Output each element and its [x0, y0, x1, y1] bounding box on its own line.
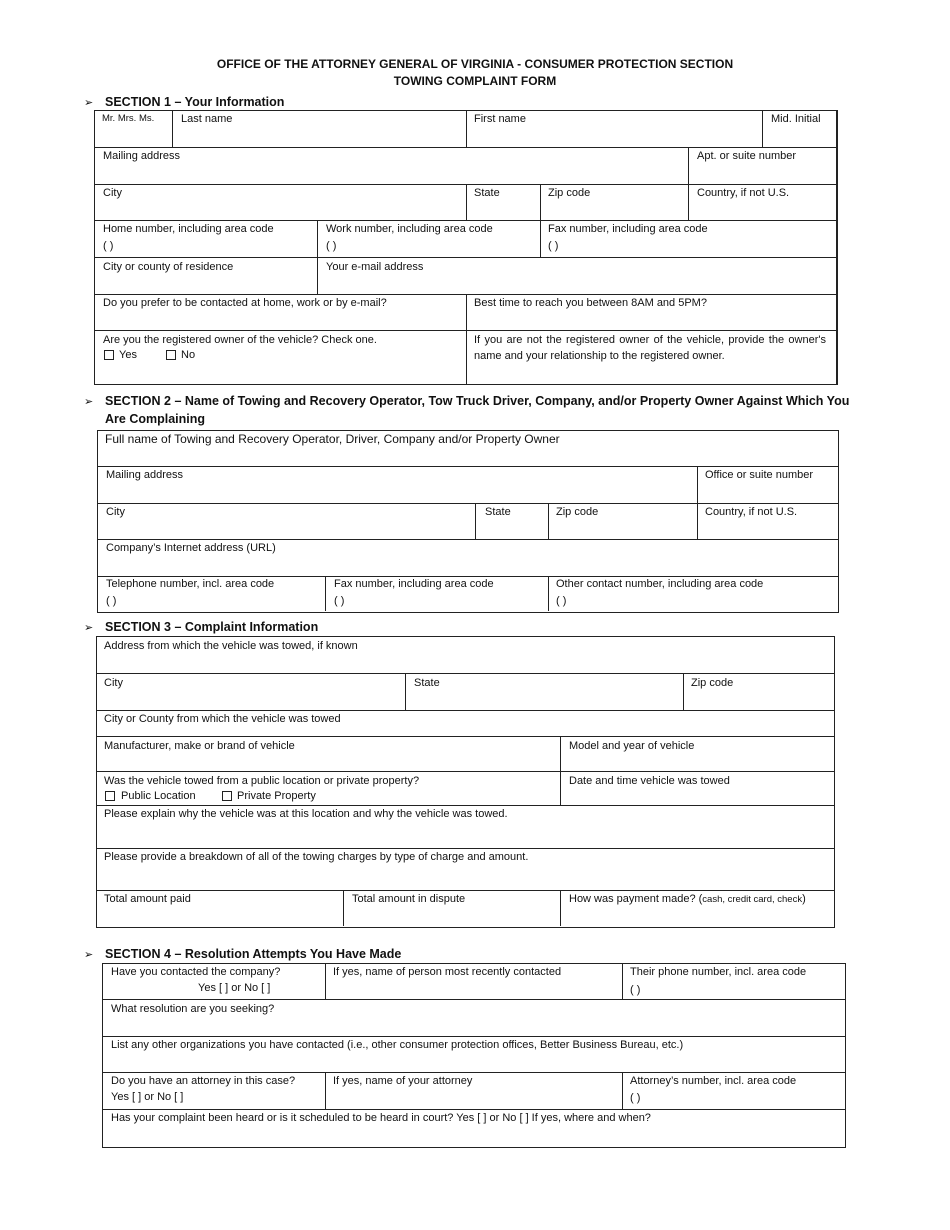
- payment-method-field[interactable]: [569, 892, 806, 907]
- contacted-company-yesno[interactable]: Yes [ ] or No [ ]: [198, 982, 271, 994]
- operator-mailing-address-field[interactable]: Mailing address: [106, 469, 184, 481]
- mid-initial-field[interactable]: Mid. Initial: [771, 113, 821, 125]
- their-phone-paren: ( ): [630, 984, 641, 996]
- public-location-label: Public Location: [121, 790, 196, 802]
- operator-office-field[interactable]: Office or suite number: [705, 469, 814, 481]
- operator-fax-field[interactable]: Fax number, including area code: [334, 578, 494, 590]
- operator-zip-field[interactable]: Zip code: [556, 506, 599, 518]
- owner-yes-checkbox[interactable]: [104, 350, 114, 360]
- salutation-field[interactable]: Mr. Mrs. Ms.: [102, 113, 155, 124]
- tow-explanation-field[interactable]: Please explain why the vehicle was at this location and why the vehicle was towed.: [104, 808, 508, 820]
- private-property-checkbox[interactable]: [222, 791, 232, 801]
- last-name-field[interactable]: Last name: [181, 113, 233, 125]
- mailing-address-field[interactable]: Mailing address: [103, 150, 181, 162]
- home-number-field[interactable]: Home number, including area code: [103, 223, 274, 235]
- section1-title: SECTION 1 – Your Information: [105, 95, 285, 109]
- attorney-number-paren: ( ): [630, 1092, 641, 1104]
- section3-title: SECTION 3 – Complaint Information: [105, 620, 319, 634]
- person-contacted-field[interactable]: If yes, name of person most recently contacted: [333, 966, 562, 978]
- towed-address-field[interactable]: Address from which the vehicle was towed, if known: [104, 640, 358, 652]
- charges-breakdown-field[interactable]: Please provide a breakdown of all of the towing charges by type of charge and amount.: [104, 851, 529, 863]
- section4-arrow-icon: ➢: [84, 949, 94, 961]
- owner-no-label: No: [181, 349, 196, 361]
- home-number-paren: ( ): [103, 240, 114, 252]
- operator-state-field[interactable]: State: [485, 506, 511, 518]
- towed-county-field[interactable]: City or County from which the vehicle was towed: [104, 713, 341, 725]
- apt-suite-field[interactable]: Apt. or suite number: [697, 150, 797, 162]
- vehicle-manufacturer-field[interactable]: Manufacturer, make or brand of vehicle: [104, 740, 295, 752]
- operator-country-field[interactable]: Country, if not U.S.: [705, 506, 798, 518]
- attorney-name-field[interactable]: If yes, name of your attorney: [333, 1075, 473, 1087]
- other-organizations-field[interactable]: List any other organizations you have contacted (i.e., other consumer protection offices, Better Business Bureau, etc.): [111, 1039, 684, 1051]
- section1-arrow-icon: ➢: [84, 97, 94, 109]
- section2-title-line2: Are Complaining: [105, 412, 206, 426]
- operator-url-field[interactable]: Company’s Internet address (URL): [106, 542, 276, 554]
- owner-no-checkbox[interactable]: [166, 350, 176, 360]
- operator-other-contact-paren: ( ): [556, 595, 567, 607]
- towed-zip-field[interactable]: Zip code: [691, 677, 734, 689]
- total-paid-field[interactable]: Total amount paid: [104, 893, 191, 905]
- payment-method-label: How was payment made? (: [569, 893, 703, 905]
- public-private-question: Was the vehicle towed from a public location or private property?: [104, 775, 420, 787]
- towed-state-field[interactable]: State: [414, 677, 440, 689]
- operator-fax-paren: ( ): [334, 595, 345, 607]
- operator-full-name-field[interactable]: Full name of Towing and Recovery Operator, Driver, Company and/or Property Owner: [105, 432, 560, 446]
- public-location-checkbox[interactable]: [105, 791, 115, 801]
- their-phone-field[interactable]: Their phone number, incl. area code: [630, 966, 807, 978]
- operator-other-contact-field[interactable]: Other contact number, including area code: [556, 578, 764, 590]
- state-field[interactable]: State: [474, 187, 500, 199]
- vehicle-model-year-field[interactable]: Model and year of vehicle: [569, 740, 695, 752]
- payment-options-label: cash, credit card, check: [702, 894, 803, 905]
- registered-owner-question: Are you the registered owner of the vehicle? Check one.: [103, 334, 377, 346]
- resolution-field[interactable]: What resolution are you seeking?: [111, 1003, 275, 1015]
- payment-close-paren: ): [802, 893, 806, 905]
- county-residence-field[interactable]: City or county of residence: [103, 261, 234, 273]
- section4-title: SECTION 4 – Resolution Attempts You Have Made: [105, 947, 402, 961]
- attorney-number-field[interactable]: Attorney’s number, incl. area code: [630, 1075, 797, 1087]
- email-field[interactable]: Your e-mail address: [326, 261, 424, 273]
- first-name-field[interactable]: First name: [474, 113, 526, 125]
- total-dispute-field[interactable]: Total amount in dispute: [352, 893, 466, 905]
- fax-number-field[interactable]: Fax number, including area code: [548, 223, 708, 235]
- best-time-field[interactable]: Best time to reach you between 8AM and 5PM?: [474, 297, 707, 309]
- section3-arrow-icon: ➢: [84, 622, 94, 634]
- work-number-field[interactable]: Work number, including area code: [326, 223, 493, 235]
- form-header-line2: TOWING COMPLAINT FORM: [393, 74, 557, 88]
- towed-city-field[interactable]: City: [104, 677, 123, 689]
- operator-city-field[interactable]: City: [106, 506, 125, 518]
- attorney-question: Do you have an attorney in this case?: [111, 1075, 296, 1087]
- attorney-yesno[interactable]: Yes [ ] or No [ ]: [111, 1091, 184, 1103]
- court-question-field[interactable]: Has your complaint been heard or is it scheduled to be heard in court? Yes [ ] or No [ ] If yes, where and when?: [111, 1112, 651, 1124]
- form-header-line1: OFFICE OF THE ATTORNEY GENERAL OF VIRGINIA - CONSUMER PROTECTION SECTION: [216, 57, 734, 71]
- zip-field[interactable]: Zip code: [548, 187, 591, 199]
- contacted-company-question: Have you contacted the company?: [111, 966, 281, 978]
- not-owner-field[interactable]: If you are not the registered owner of the vehicle, provide the owner's name and your relationship to the registered owner.: [474, 334, 826, 362]
- section2-arrow-icon: ➢: [84, 396, 94, 408]
- work-number-paren: ( ): [326, 240, 337, 252]
- operator-telephone-paren: ( ): [106, 595, 117, 607]
- private-property-label: Private Property: [237, 790, 316, 802]
- city-field[interactable]: City: [103, 187, 122, 199]
- tow-date-time-field[interactable]: Date and time vehicle was towed: [569, 775, 730, 787]
- owner-yes-label: Yes: [119, 349, 137, 361]
- country-field[interactable]: Country, if not U.S.: [697, 187, 790, 199]
- fax-number-paren: ( ): [548, 240, 559, 252]
- contact-preference-field[interactable]: Do you prefer to be contacted at home, work or by e-mail?: [103, 297, 387, 309]
- operator-telephone-field[interactable]: Telephone number, incl. area code: [106, 578, 275, 590]
- section2-title-line1: SECTION 2 – Name of Towing and Recovery Operator, Tow Truck Driver, Company, and/or Property Owner Against Which You: [105, 394, 850, 408]
